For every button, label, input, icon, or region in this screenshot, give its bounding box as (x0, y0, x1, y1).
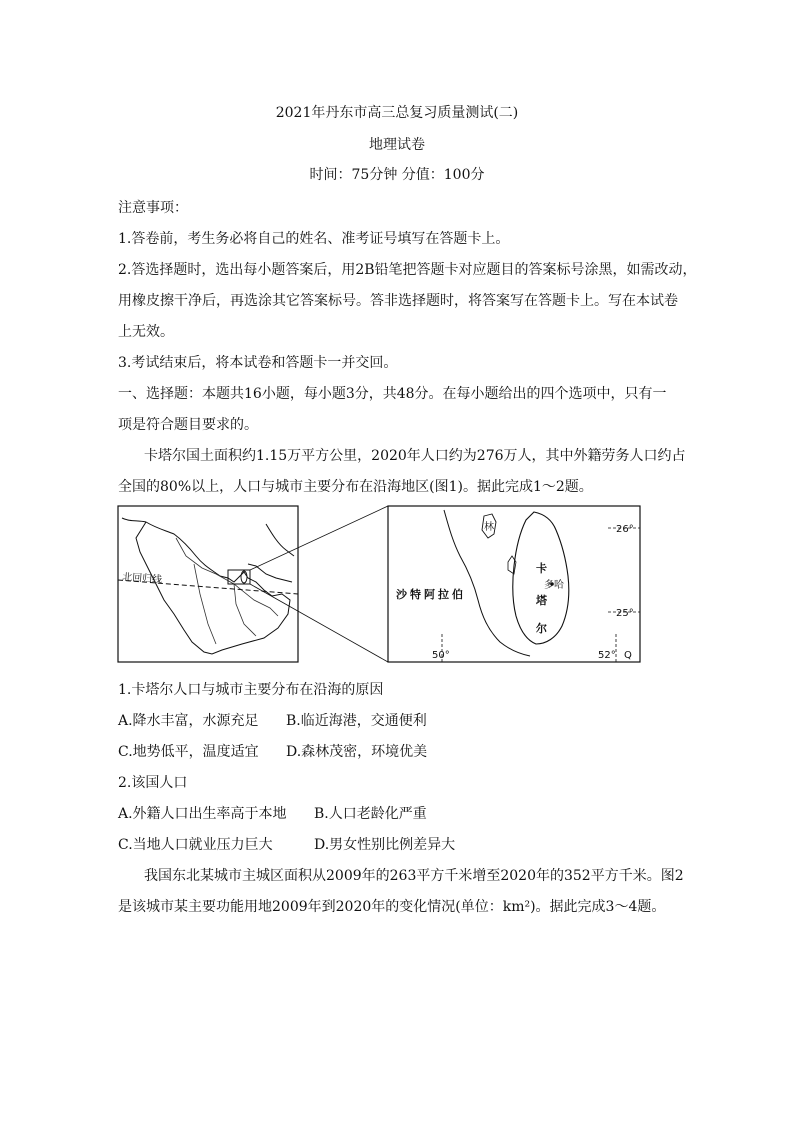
q1-stem: 1.卡塔尔人口与城市主要分布在沿海的原因 (118, 682, 384, 698)
notes-item-3: 3.考试结束后，将本试卷和答题卡一并交回。 (118, 355, 398, 371)
section1-heading-line-1: 一、选择题：本题共16小题，每小题3分，共48分。在每小题给出的四个选项中，只有一 (118, 386, 667, 402)
notes-heading: 注意事项： (118, 200, 188, 216)
q1-option-c: C.地势低平，温度适宜 (118, 744, 259, 760)
label-qatar-1: 卡 (536, 562, 547, 575)
figure-1 (116, 504, 644, 666)
label-lat-25: 25° (616, 608, 634, 619)
q2-stem: 2.该国人口 (118, 775, 188, 791)
q2-option-b: B.人口老龄化严重 (314, 806, 427, 822)
label-qatar-3: 尔 (536, 622, 547, 635)
section1-heading-line-2: 项是符合题目要求的。 (118, 417, 258, 433)
figure-1-maps (116, 504, 644, 666)
notes-item-2-line-3: 上无效。 (118, 324, 174, 340)
label-lon-50: 50° (432, 650, 450, 661)
label-qatar-2: 塔 (536, 594, 547, 607)
q2-option-d: D.男女性别比例差异大 (314, 837, 456, 853)
notes-item-1: 1.答卷前，考生务必将自己的姓名、准考证号填写在答题卡上。 (118, 231, 510, 247)
label-bahrain: 林 (484, 522, 494, 533)
notes-item-2-line-2: 用橡皮擦干净后，再选涂其它答案标号。答非选择题时，将答案写在答题卡上。写在本试卷 (118, 293, 678, 309)
exam-subject: 地理试卷 (369, 137, 425, 153)
label-saudi-arabia: 沙特阿拉伯 (396, 588, 466, 601)
exam-time-score: 时间：75分钟 分值：100分 (309, 167, 485, 183)
exam-title: 2021年丹东市高三总复习质量测试(二) (275, 105, 519, 121)
notes-item-2-line-1: 2.答选择题时，选出每小题答案后，用2B铅笔把答题卡对应题目的答案标号涂黑，如需改动， (118, 262, 697, 278)
passage2-line-2: 是该城市某主要功能用地2009年到2020年的变化情况(单位：km²)。据此完成3～4题。 (118, 899, 666, 915)
north-mark: Q (624, 650, 632, 661)
right-map-frame (388, 506, 640, 662)
q2-option-a: A.外籍人口出生率高于本地 (118, 806, 287, 822)
passage2-line-1: 我国东北某城市主城区面积从2009年的263平方千米增至2020年的352平方千米。图2 (144, 868, 684, 884)
tropic-label: 北回归线 (121, 572, 163, 586)
q2-option-c: C.当地人口就业压力巨大 (118, 837, 273, 853)
passage1-line-1: 卡塔尔国土面积约1.15万平方公里，2020年人口约为276万人，其中外籍劳务人口约占 (144, 448, 686, 464)
q1-option-d: D.森林茂密，环境优美 (286, 744, 428, 760)
label-lon-52: 52° (598, 650, 616, 661)
label-lat-26: 26° (616, 524, 634, 535)
q1-option-a: A.降水丰富，水源充足 (118, 713, 259, 729)
label-doha: 多哈 (544, 580, 564, 591)
q1-option-b: B.临近海港，交通便利 (286, 713, 427, 729)
passage1-line-2: 全国的80%以上，人口与城市主要分布在沿海地区(图1)。据此完成1～2题。 (118, 479, 593, 495)
